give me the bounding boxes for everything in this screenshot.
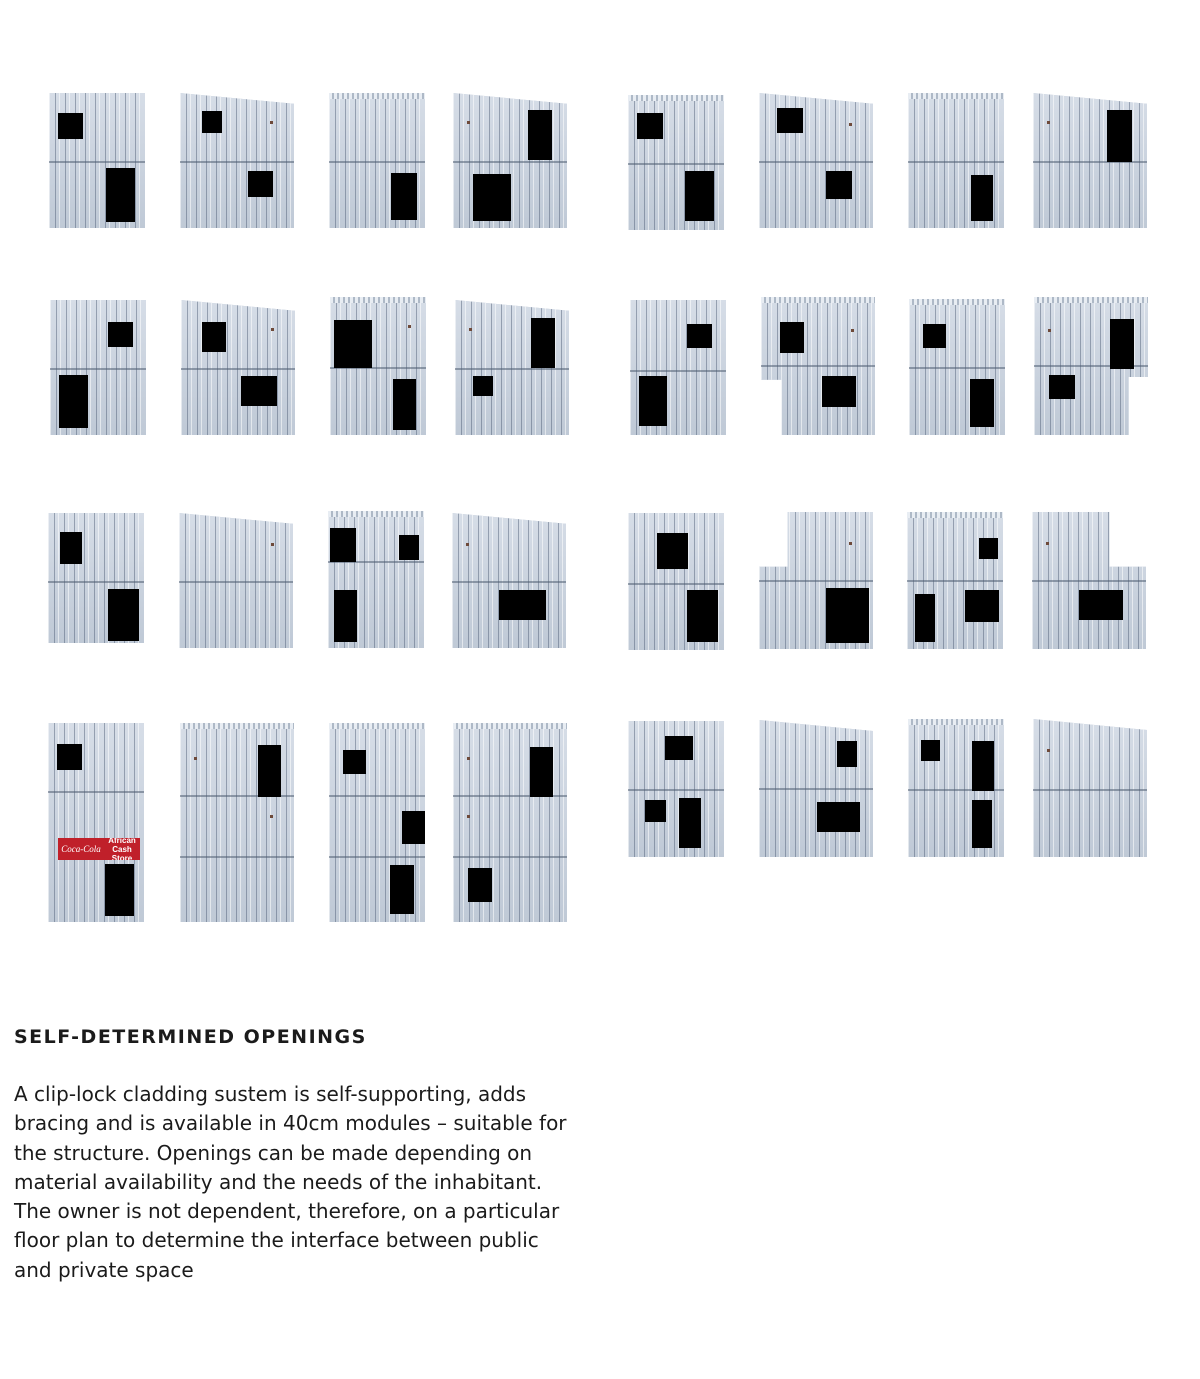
floor-band <box>179 581 293 583</box>
fixing-bolt <box>194 757 197 760</box>
fixing-bolt <box>271 543 274 546</box>
window-opening <box>817 802 860 832</box>
window-opening <box>657 533 688 569</box>
window-opening <box>665 736 693 760</box>
floor-band <box>49 161 145 163</box>
facade-elevation <box>630 300 726 435</box>
door-opening <box>106 168 135 222</box>
floor-band <box>452 581 566 583</box>
door-opening <box>970 379 994 427</box>
facade-elevation <box>180 93 294 228</box>
floor-band <box>759 161 873 163</box>
floor-band <box>1032 580 1146 582</box>
facade-elevation <box>179 513 293 648</box>
facade-elevation <box>50 300 146 435</box>
shop-sign <box>58 838 140 860</box>
window-opening <box>202 322 226 352</box>
facade-elevation <box>453 93 567 228</box>
facade-elevation <box>328 511 424 648</box>
door-opening <box>393 379 416 430</box>
roof-trim <box>909 299 1005 305</box>
roof-trim <box>328 511 424 517</box>
door-opening <box>59 375 88 428</box>
window-opening <box>202 111 222 133</box>
roof-trim <box>761 297 875 303</box>
door-opening <box>685 171 714 221</box>
facade-elevation <box>329 93 425 228</box>
window-opening <box>645 800 666 822</box>
fixing-bolt <box>408 325 411 328</box>
fixing-bolt <box>467 121 470 124</box>
door-opening <box>972 741 994 791</box>
window-opening <box>58 113 83 139</box>
facade-elevation <box>909 299 1005 435</box>
roof-trim <box>908 93 1004 99</box>
facade-elevation <box>48 513 144 643</box>
facade-elevation <box>49 93 145 228</box>
roof-trim <box>628 95 724 101</box>
facade-elevation <box>759 512 873 649</box>
facade-elevation <box>907 512 1003 649</box>
fixing-bolt <box>1047 749 1050 752</box>
window-opening <box>979 538 998 559</box>
facade-elevation <box>453 723 567 922</box>
roof-trim <box>330 297 426 303</box>
fixing-bolt <box>1048 329 1051 332</box>
window-opening <box>1079 590 1123 620</box>
facade-elevation <box>628 721 724 857</box>
roof-trim <box>907 512 1003 518</box>
window-opening <box>57 744 82 770</box>
fixing-bolt <box>849 123 852 126</box>
facade-elevation <box>761 297 875 435</box>
window-opening <box>108 322 133 347</box>
sign-store-name: African Cash Store <box>108 838 136 860</box>
door-opening <box>334 590 357 642</box>
door-opening <box>528 110 552 160</box>
window-opening <box>343 750 366 774</box>
window-opening <box>1049 375 1075 399</box>
facade-elevation <box>329 723 425 922</box>
window-opening <box>399 535 419 560</box>
door-opening <box>473 174 511 221</box>
window-opening <box>965 590 999 622</box>
door-opening <box>108 589 139 641</box>
door-opening <box>687 590 718 642</box>
sign-brand: Coca-Cola <box>61 844 101 854</box>
floor-band <box>453 161 567 163</box>
door-opening <box>391 173 417 220</box>
floor-band <box>181 368 295 370</box>
door-opening <box>334 320 372 368</box>
fixing-bolt <box>469 328 472 331</box>
window-opening <box>402 811 425 844</box>
facade-elevation <box>180 723 294 922</box>
fixing-bolt <box>466 543 469 546</box>
floor-band <box>628 163 724 165</box>
floor-band <box>48 791 144 793</box>
window-opening <box>248 171 273 197</box>
floor-band <box>1033 789 1147 791</box>
facade-elevation <box>181 300 295 435</box>
fixing-bolt <box>849 542 852 545</box>
window-opening <box>777 108 803 133</box>
facade-elevation <box>628 95 724 230</box>
fixing-bolt <box>1046 542 1049 545</box>
description-paragraph: A clip-lock cladding sustem is self-supporting, adds bracing and is available in 40cm modules – suitable for the structure. Openings can be made depending on material availability and the needs of the inhabitant. The owner is not dependent, therefore, on a particular floor plan to determine the interface between public and private space <box>14 1082 567 1282</box>
floor-band <box>329 856 425 858</box>
floor-band <box>455 368 569 370</box>
fixing-bolt <box>467 757 470 760</box>
roof-trim <box>908 719 1004 725</box>
roof-trim <box>453 723 567 729</box>
floor-band <box>180 856 294 858</box>
window-opening <box>330 528 356 562</box>
window-opening <box>923 324 946 348</box>
floor-band <box>48 581 144 583</box>
facade-elevation <box>452 513 566 648</box>
floor-band <box>759 788 873 790</box>
facade-elevation <box>1032 512 1146 649</box>
facade-elevation <box>759 720 873 857</box>
door-opening <box>639 376 667 426</box>
fixing-bolt <box>851 329 854 332</box>
door-opening <box>915 594 935 642</box>
window-opening <box>468 868 492 902</box>
window-opening <box>499 590 546 620</box>
facade-elevation <box>1033 93 1147 228</box>
door-opening <box>530 747 553 797</box>
window-opening <box>822 376 856 407</box>
window-opening <box>837 741 857 767</box>
floor-band <box>628 583 724 585</box>
roof-trim <box>180 723 294 729</box>
facade-elevation <box>1034 297 1148 435</box>
facade-elevation <box>330 297 426 435</box>
fixing-bolt <box>271 328 274 331</box>
floor-band <box>761 365 875 367</box>
door-opening <box>679 798 701 848</box>
facade-elevation <box>455 300 569 435</box>
floor-band <box>453 856 567 858</box>
window-opening <box>473 376 493 396</box>
fixing-bolt <box>270 121 273 124</box>
door-opening <box>972 800 992 848</box>
floor-band <box>329 795 425 797</box>
floor-band <box>630 370 726 372</box>
floor-band <box>628 789 724 791</box>
door-opening <box>1110 319 1134 369</box>
facade-elevation <box>48 723 144 922</box>
facade-elevation <box>759 93 873 228</box>
window-opening <box>921 740 940 761</box>
floor-band <box>908 161 1004 163</box>
window-opening <box>687 324 712 348</box>
facade-elevation <box>628 513 724 650</box>
floor-band <box>907 580 1003 582</box>
door-opening <box>258 745 281 797</box>
floor-band <box>329 161 425 163</box>
roof-trim <box>329 723 425 729</box>
door-opening <box>971 175 993 221</box>
window-opening <box>60 532 82 564</box>
floor-band <box>50 368 146 370</box>
window-opening <box>241 376 277 406</box>
window-opening <box>826 171 852 199</box>
floor-band <box>909 367 1005 369</box>
window-opening <box>637 113 663 139</box>
fixing-bolt <box>1047 121 1050 124</box>
section-heading: SELF-DETERMINED OPENINGS <box>14 1026 367 1048</box>
fixing-bolt <box>467 815 470 818</box>
facade-elevation <box>908 719 1004 857</box>
floor-band <box>180 161 294 163</box>
door-opening <box>1107 110 1132 162</box>
door-opening <box>531 318 555 368</box>
roof-trim <box>1034 297 1148 303</box>
floor-band <box>759 580 873 582</box>
door-opening <box>826 588 869 643</box>
facade-elevation <box>908 93 1004 228</box>
fixing-bolt <box>270 815 273 818</box>
roof-trim <box>329 93 425 99</box>
facade-elevation <box>1033 719 1147 857</box>
door-opening <box>390 865 414 914</box>
window-opening <box>780 322 804 353</box>
door-opening <box>105 864 134 916</box>
